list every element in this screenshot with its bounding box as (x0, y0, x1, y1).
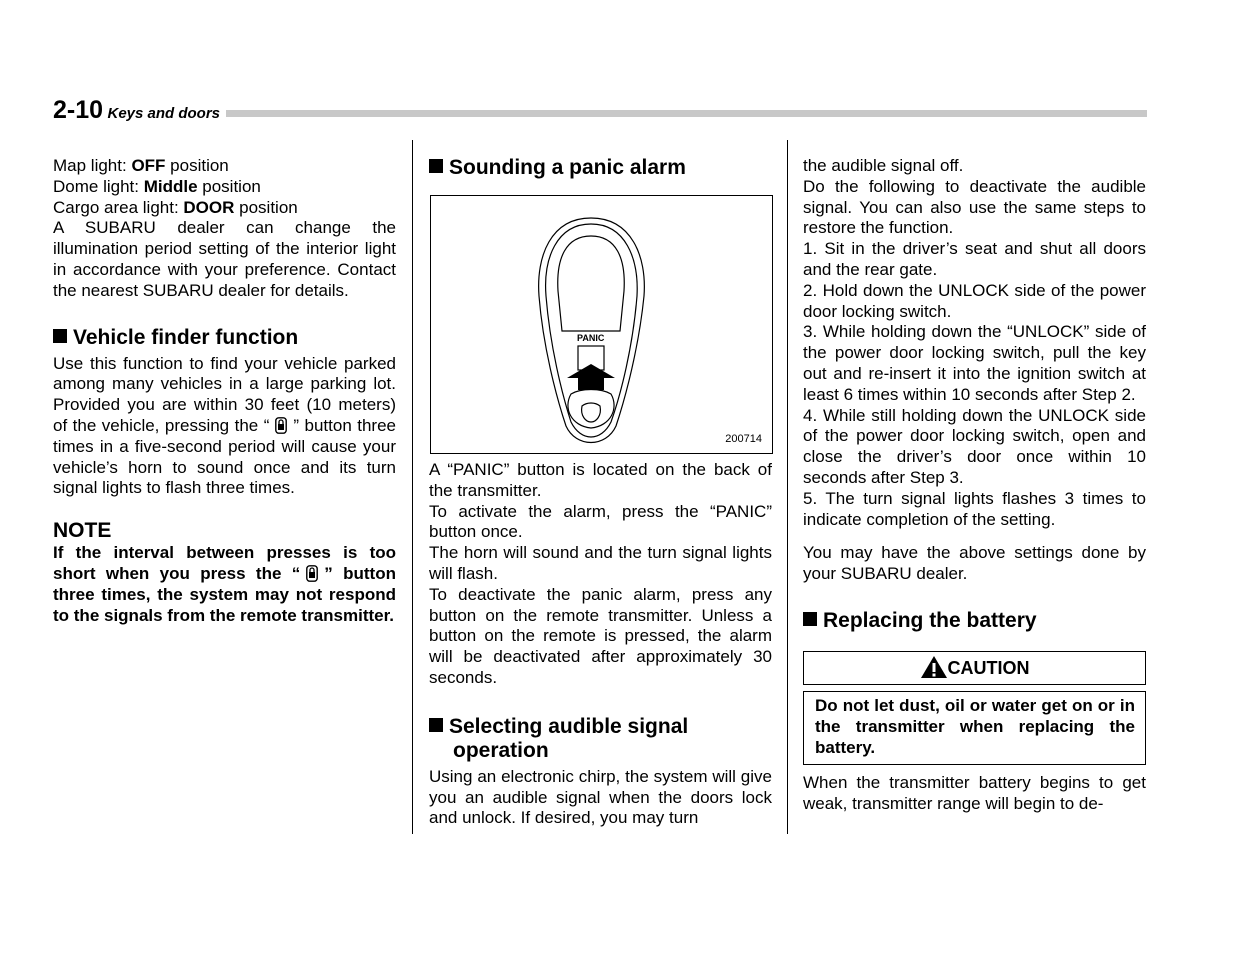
step: 4. While still holding down the UNLOCK side of the power door locking switch, open and close the driver’s door once within 10 seconds after Step 3. (803, 405, 1146, 487)
section-heading: Selecting audible signal operation (429, 715, 772, 763)
left-column (53, 156, 396, 626)
dealer-paragraph: A SUBARU dealer can change the illumination period setting of the interior light in accordance with your preference. Contact the nearest SUBARU dealer for details. (53, 218, 396, 300)
middle-column-text (429, 460, 772, 829)
transmitter-illustration (431, 196, 772, 453)
panic-label: PANIC (577, 333, 605, 343)
lock-button-icon (275, 417, 287, 434)
page-header (53, 96, 226, 125)
battery-paragraph: When the transmitter battery begins to get weak, transmitter range will begin to de- (803, 773, 1146, 814)
page-number: 2-10 (53, 96, 104, 124)
setting-line: Cargo area light: DOOR position (53, 197, 298, 217)
section-title: Keys and doors (107, 105, 221, 122)
step: 1. Sit in the driver’s seat and shut all doors and the rear gate. (803, 239, 1146, 279)
section-heading: Vehicle finder function (53, 326, 396, 350)
warning-icon (920, 655, 948, 679)
step: 2. Hold down the UNLOCK side of the power door locking switch. (803, 280, 1146, 321)
transmitter-figure (430, 195, 773, 454)
panic-paragraph: The horn will sound and the turn signal lights will flash. (429, 543, 772, 583)
setting-line: Map light: OFF position (53, 156, 229, 175)
right-column (803, 156, 1146, 815)
step: 3. While holding down the “UNLOCK” side of the power door locking switch, pull the key out and re-insert it into the ignition switch at least 6 times within 10 seconds after Step 2. (803, 322, 1146, 404)
section-heading: Replacing the battery (803, 609, 1146, 633)
column-divider (787, 140, 788, 834)
caution-header: CAUTION (803, 651, 1146, 685)
section-heading: Sounding a panic alarm (429, 156, 772, 180)
setting-line: Dome light: Middle position (53, 176, 261, 196)
dealer-paragraph: You may have the above settings done by your SUBARU dealer. (803, 543, 1146, 584)
continued-text: the audible signal off. (803, 156, 964, 175)
figure-number: 200714 (725, 433, 762, 445)
arrow-icon (567, 364, 615, 390)
note-text: If the interval between presses is too short when you press the “ ” button three times, the system may not respond to the signals from the remote transmitter. (53, 543, 396, 625)
note-heading: NOTE (53, 519, 112, 543)
column-divider (412, 140, 413, 834)
caution-text: Do not let dust, oil or water get on or in the transmitter when replacing the battery. (803, 691, 1146, 765)
audible-paragraph: Using an electronic chirp, the system will give you an audible signal when the doors lock and unlock. If desired, you may turn (429, 766, 772, 828)
panic-paragraph: To deactivate the panic alarm, press any button on the remote transmitter. Unless a button on the remote is pressed, the alarm will be deactivated after approximately 30 seconds. (429, 584, 772, 687)
step: 5. The turn signal lights flashes 3 times to indicate completion of the setting. (803, 488, 1146, 529)
header-rule (100, 110, 1147, 117)
panic-paragraph: A “PANIC” button is located on the back of the transmitter. (429, 460, 772, 500)
lock-button-icon (306, 565, 318, 582)
intro-paragraph: Do the following to deactivate the audible signal. You can also use the same steps to restore the function. (803, 176, 1146, 238)
vehicle-finder-paragraph: Use this function to find your vehicle parked among many vehicles in a large parking lot. Provided you are within 30 feet (10 meters) of the vehicle, pressing the “ ” button three times in a five-second period will cause your vehicle’s horn to sound once and its turn signal lights to flash three times. (53, 353, 396, 498)
middle-column (429, 156, 772, 180)
panic-paragraph: To activate the alarm, press the “PANIC” button once. (429, 501, 772, 542)
